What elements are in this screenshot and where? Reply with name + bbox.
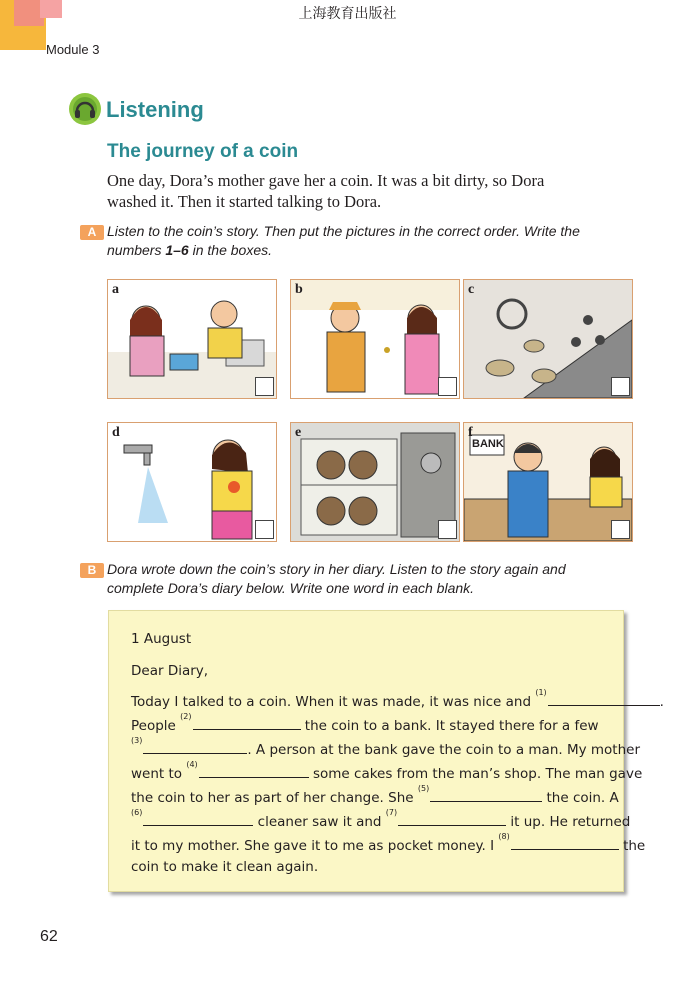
answer-box-a[interactable] [255,377,274,396]
bank-sign: BANK [472,438,504,450]
diary-note [108,610,664,892]
blank-2[interactable] [193,715,301,730]
washing-coin-illustration [108,423,276,541]
picture-label: f [468,425,473,440]
diary-date: 1 August [131,631,192,647]
intro-line: One day, Dora’s mother gave her a coin. It was a bit dirty, so Dora [107,171,545,190]
diary-text: Today I talked to a coin. When it was made, it was nice and [131,694,532,710]
headphones-icon [68,92,102,126]
instruction-line: Dora wrote down the coin’s story in her diary. Listen to the story again and [107,561,566,577]
diary-text: . A person at the bank gave the coin to a man. My mother [247,742,640,758]
blank-8[interactable] [511,835,619,850]
diary-text: the coin to a bank. It stayed there for a few [304,718,599,734]
answer-box-f[interactable] [611,520,630,539]
instruction-line [107,241,607,260]
coin-factory-illustration [464,280,632,398]
diary-greeting: Dear Diary, [131,663,209,679]
blank-number: (8) [498,832,510,841]
answer-box-b[interactable] [438,377,457,396]
diary-line [131,808,631,830]
picture-a [107,279,277,399]
instruction-text: numbers [107,242,166,258]
task-a-badge: A [80,225,104,240]
blank-number: (3) [131,736,143,745]
diary-text: the coin. A [546,790,619,806]
task-a-instructions [107,222,607,260]
diary-text: the coin to her as part of her change. She [131,790,414,806]
blank-6[interactable] [143,811,253,826]
task-b-badge: B [80,563,104,578]
module-label: Module 3 [46,42,100,57]
blank-7[interactable] [398,811,506,826]
picture-b [290,279,460,399]
instruction-text: in the boxes. [188,242,272,258]
picture-label: b [295,282,303,297]
picture-label: a [112,282,119,297]
blank-number: (2) [180,712,192,721]
diary-line [131,688,664,710]
intro-line: washed it. Then it started talking to Dora. [107,192,382,211]
answer-box-e[interactable] [438,520,457,539]
blank-number: (6) [131,808,143,817]
blank-number: (7) [385,808,398,817]
picture-d [107,422,277,542]
diary-text: . [659,694,664,710]
picture-c [463,279,633,399]
answer-box-d[interactable] [255,520,274,539]
picture-label: c [468,282,475,297]
answer-box-c[interactable] [611,377,630,396]
blank-number: (1) [535,688,547,697]
diary-text: some cakes from the man’s shop. The man gave [312,766,643,782]
picture-label: d [112,425,120,440]
coin-exchange-illustration [291,280,459,398]
diary-line: coin to make it clean again. [131,859,319,875]
task-b-instructions [107,560,607,598]
section-title: Listening [106,97,204,122]
picture-label: e [295,425,302,440]
story-title: The journey of a coin [107,141,299,162]
instruction-numbers: 1–6 [165,242,189,258]
diary-line [131,832,646,854]
blank-4[interactable] [199,763,309,778]
diary-text: the [623,838,646,854]
diary-text: cleaner saw it and [257,814,382,830]
diary-text: it to my mother. She gave it to me as pocket money. I [131,838,495,854]
diary-text: went to [131,766,183,782]
blank-1[interactable] [548,691,660,706]
picture-f [463,422,633,542]
diary-line [131,784,619,806]
diary-line [131,736,640,758]
instruction-line: complete Dora’s diary below. Write one word in each blank. [107,580,475,596]
publisher-header: 上海教育出版社 [298,6,397,22]
blank-3[interactable] [143,739,247,754]
diary-line [131,712,599,734]
blank-number: (5) [417,784,430,793]
blank-number: (4) [186,760,198,769]
page-number: 62 [40,928,58,945]
diary-text: People [131,718,176,734]
shop-counter-illustration [108,280,276,398]
story-intro [107,170,607,212]
blank-5[interactable] [430,787,542,802]
diary-text: it up. He returned [510,814,631,830]
diary-line [131,760,643,782]
instruction-line: Listen to the coin’s story. Then put the pictures in the correct order. Write the [107,223,580,239]
picture-e [290,422,460,542]
bank-vault-illustration [291,423,459,541]
